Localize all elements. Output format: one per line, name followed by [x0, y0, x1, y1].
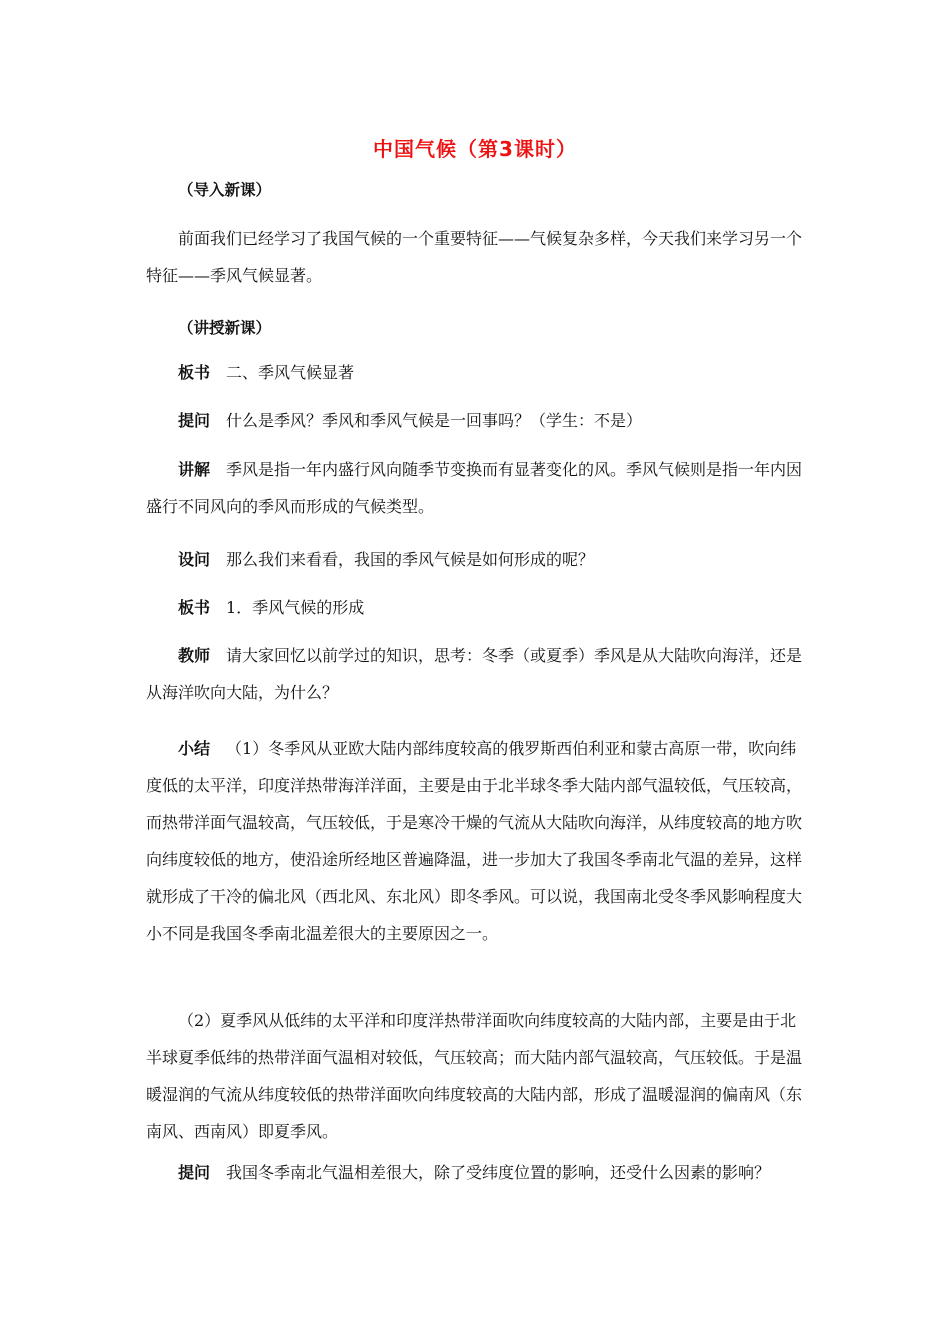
paragraph-text: 二、季风气候显著	[226, 363, 355, 382]
intro-paragraph	[146, 220, 806, 294]
paragraph-tag: 设问	[178, 550, 211, 569]
paragraph-summary	[146, 730, 806, 952]
paragraph-tag: 讲解	[178, 460, 211, 479]
paragraph-text: 季风是指一年内盛行风向随季节变换而有显著变化的风。季风气候则是指一年内因盛行不同风向的季风而形成的气候类型。	[146, 460, 803, 516]
paragraph-text: （1）冬季风从亚欧大陆内部纬度较高的俄罗斯西伯利亚和蒙古高原一带，吹向纬度低的太平洋，印度洋热带海洋洋面，主要是由于北半球冬季大陆内部气温较低，气压较高，而热带洋面气温较高，气压较低，于是寒冷干燥的气流从大陆吹向海洋，从纬度较高的地方吹向纬度较低的地方，使沿途所经地区普遍降温，进一步加大了我国冬季南北气温的差异，这样就形成了干冷的偏北风（西北风、东北风）即冬季风。可以说，我国南北受冬季风影响程度大小不同是我国冬季南北温差很大的主要原因之一。	[146, 739, 803, 943]
paragraph-text: 请大家回忆以前学过的知识，思考：冬季（或夏季）季风是从大陆吹向海洋，还是从海洋吹向大陆，为什么？	[146, 646, 803, 702]
paragraph-teacher	[146, 637, 806, 711]
paragraph-question-1	[146, 402, 806, 439]
paragraph-board-2	[146, 589, 806, 626]
paragraph-ask	[146, 541, 806, 578]
paragraph-tag: 教师	[178, 646, 211, 665]
paragraph-board-1	[146, 354, 806, 391]
paragraph-text: 什么是季风？季风和季风气候是一回事吗？（学生：不是）	[226, 411, 643, 430]
paragraph-explain	[146, 451, 806, 525]
intro-heading: （导入新课）	[178, 181, 272, 199]
paragraph-text: 前面我们已经学习了我国气候的一个重要特征——气候复杂多样，今天我们来学习另一个特征——季风气候显著。	[146, 229, 803, 285]
paragraph-text: 那么我们来看看，我国的季风气候是如何形成的呢？	[226, 550, 595, 569]
paragraph-text: 1．季风气候的形成	[226, 598, 365, 617]
teach-heading: （讲授新课）	[178, 319, 272, 337]
document-title: 中国气候（第3课时）	[373, 137, 577, 161]
paragraph-summer-monsoon	[146, 1002, 806, 1150]
paragraph-tag: 提问	[178, 1163, 211, 1182]
paragraph-question-2	[146, 1154, 806, 1191]
paragraph-tag: 板书	[178, 363, 211, 382]
paragraph-tag: 板书	[178, 598, 211, 617]
paragraph-text: 我国冬季南北气温相差很大，除了受纬度位置的影响，还受什么因素的影响？	[226, 1163, 771, 1182]
paragraph-text: （2）夏季风从低纬的太平洋和印度洋热带洋面吹向纬度较高的大陆内部，主要是由于北半球夏季低纬的热带洋面气温相对较低，气压较高；而大陆内部气温较高，气压较低。于是温暖湿润的气流从纬度较低的热带洋面吹向纬度较高的大陆内部，形成了温暖湿润的偏南风（东南风、西南风）即夏季风。	[146, 1011, 803, 1141]
paragraph-tag: 小结	[178, 739, 211, 758]
paragraph-tag: 提问	[178, 411, 211, 430]
